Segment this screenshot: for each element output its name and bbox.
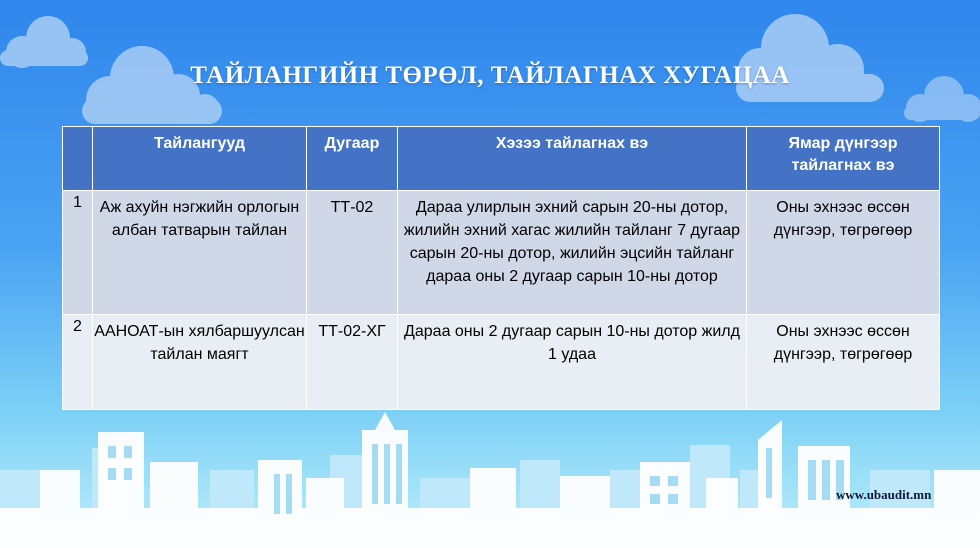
report-amount: Оны эхнээс өссөн дүнгээр, төгрөгөөр <box>747 191 940 315</box>
website-url: www.ubaudit.mn <box>836 487 932 502</box>
header-code: Дугаар <box>307 127 398 191</box>
row-number: 1 <box>63 191 93 315</box>
header-reports: Тайлангууд <box>93 127 307 191</box>
report-code: ТТ-02-ХГ <box>307 315 398 410</box>
report-code: ТТ-02 <box>307 191 398 315</box>
report-table <box>62 126 940 410</box>
table-row <box>63 315 940 410</box>
report-name: Аж ахуйн нэгжийн орлогын албан татварын тайлан <box>93 191 307 315</box>
report-amount: Оны эхнээс өссөн дүнгээр, төгрөгөөр <box>747 315 940 410</box>
report-deadline: Дараа улирлын эхний сарын 20-ны дотор, жилийн эхний хагас жилийн тайланг 7 дугаар сарын 20-ны дотор, жилийн эцсийн тайланг дараа оны 2 дугаар сарын 10-ны дотор <box>398 191 747 315</box>
city-skyline-front <box>0 412 980 548</box>
slide-title: ТАЙЛАНГИЙН ТӨРӨЛ, ТАЙЛАГНАХ ХУГАЦАА <box>190 62 790 89</box>
header-number <box>63 127 93 191</box>
table-row <box>63 191 940 315</box>
report-name: ААНОАТ-ын хялбаршуулсан тайлан маягт <box>93 315 307 410</box>
table-header-row <box>63 127 940 191</box>
header-amount: Ямар дүнгээр тайлагнах вэ <box>747 127 940 191</box>
cloud-left <box>0 16 88 68</box>
row-number: 2 <box>63 315 93 410</box>
header-when: Хэзээ тайлагнах вэ <box>398 127 747 191</box>
report-deadline: Дараа оны 2 дугаар сарын 10-ны дотор жилд 1 удаа <box>398 315 747 410</box>
